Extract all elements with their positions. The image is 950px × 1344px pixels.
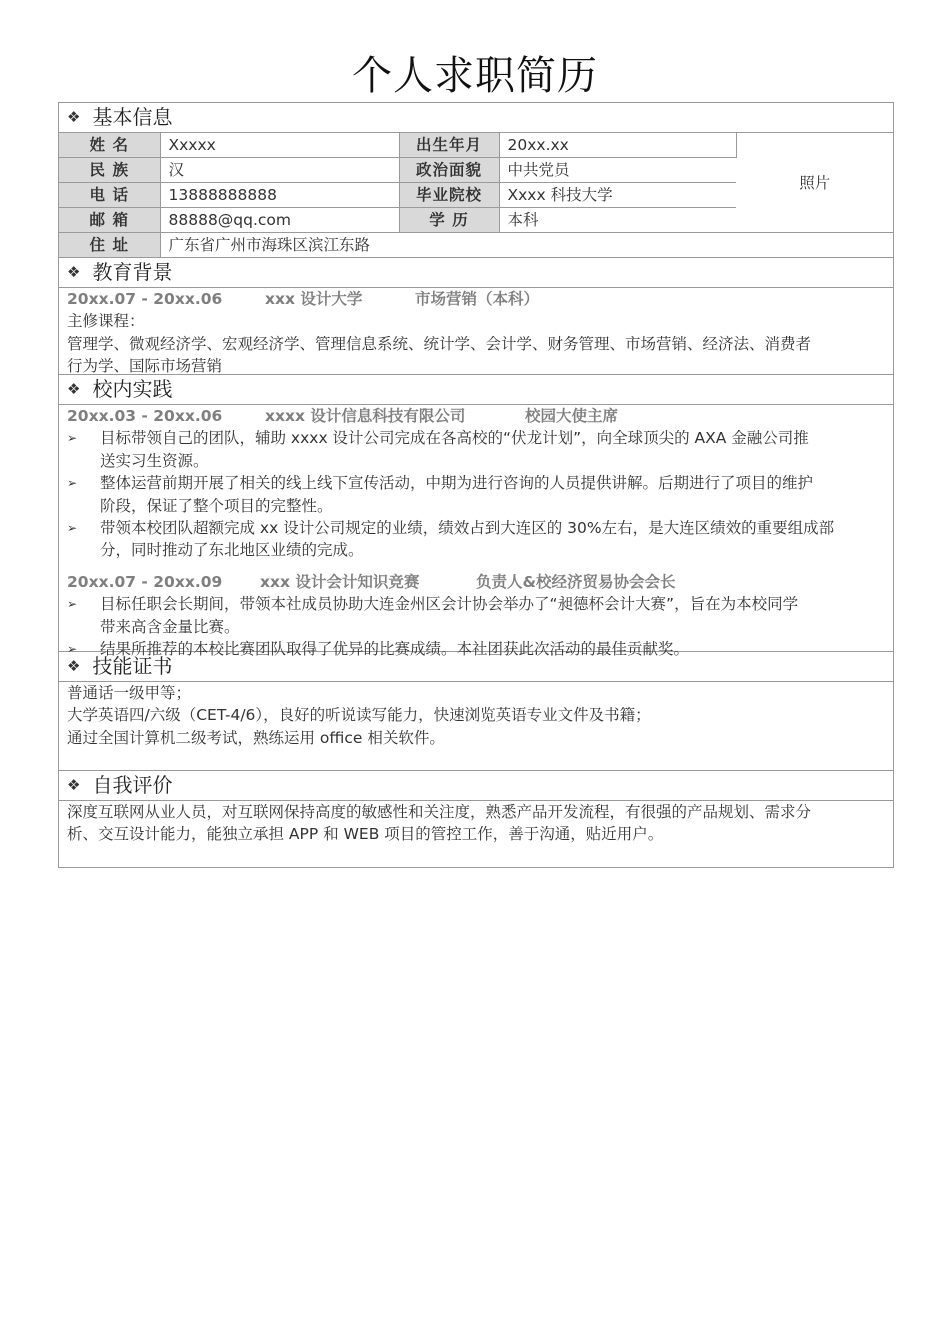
degree-value: 本科: [499, 208, 736, 233]
diamond-bullet-icon: ❖: [67, 380, 81, 398]
bullet-text: 目标带领自己的团队，辅助 xxxx 设计公司完成在各高校的“伏龙计划”，向全球顶尖的 AXA 金融公司推: [100, 429, 809, 448]
section-basic-title: 基本信息: [92, 105, 173, 129]
political-label: 政治面貌: [399, 158, 499, 183]
skill-line: 普通话一级甲等；: [67, 684, 192, 702]
diamond-bullet-icon: ❖: [67, 263, 81, 281]
phone-label: 电 话: [59, 183, 160, 208]
practice-role: 校园大使主席: [525, 407, 619, 425]
self-eval-body: [59, 801, 893, 868]
education-school: xxx 设计大学: [265, 290, 363, 308]
practice-bullet: [67, 638, 885, 660]
bullet-text: 目标任职会长期间，带领本社成员协助大连金州区会计协会举办了“昶德杯会计大赛”，旨在为本校同学: [100, 595, 799, 614]
skills-body: [59, 682, 893, 771]
self-eval-line: 析、交互设计能力，能独立承担 APP 和 WEB 项目的管控工作，善于沟通，贴近用户。: [67, 825, 664, 844]
practice-entry-header: [67, 405, 885, 427]
ethnic-label: 民 族: [59, 158, 160, 183]
education-major: 市场营销（本科）: [415, 290, 540, 308]
arrow-bullet-icon: ➢: [67, 521, 78, 536]
ethnic-value: 汉: [160, 158, 399, 183]
name-value: Xxxxx: [160, 133, 399, 158]
arrow-bullet-icon: ➢: [67, 476, 78, 491]
name-label: 姓 名: [59, 133, 160, 158]
practice-org: xxx 设计会计知识竞赛: [260, 572, 420, 591]
practice-period: 20xx.03 - 20xx.06: [67, 407, 223, 425]
school-value: Xxxx 科技大学: [499, 183, 736, 208]
political-value: 中共党员: [499, 158, 736, 183]
page-title: 个人求职简历: [352, 53, 598, 99]
section-practice-header: [59, 375, 893, 405]
practice-bullet: [67, 593, 885, 638]
section-basic-header: [59, 103, 893, 133]
section-self-title: 自我评价: [92, 773, 173, 797]
bullet-text: 阶段，保证了整个项目的完整性。: [100, 496, 333, 515]
bullet-text: 结果所推荐的本校比赛团队取得了优异的比赛成绩。本社团获此次活动的最佳贡献奖。: [100, 640, 690, 659]
section-practice-title: 校内实践: [92, 377, 173, 401]
birth-value: 20xx.xx: [499, 133, 736, 158]
education-entry-header: [67, 288, 885, 310]
bullet-text: 送实习生资源。: [100, 451, 209, 470]
practice-org: xxxx 设计信息科技有限公司: [265, 407, 466, 425]
diamond-bullet-icon: ❖: [67, 657, 81, 675]
bullet-text: 带领本校团队超额完成 xx 设计公司规定的业绩，绩效占到大连区的 30%左右，是大连区绩效的重要组成部: [100, 519, 835, 538]
skill-line: 大学英语四/六级（CET-4/6），良好的听说读写能力，快速浏览英语专业文件及书籍；: [67, 706, 651, 725]
school-label: 毕业院校: [399, 183, 499, 208]
bullet-text: 带来高含金量比赛。: [100, 617, 240, 636]
info-row-5: [59, 233, 893, 258]
email-label: 邮 箱: [59, 208, 160, 233]
practice-entry-header: [67, 571, 885, 593]
education-period: 20xx.07 - 20xx.06: [67, 290, 223, 308]
practice-bullet: [67, 427, 885, 472]
bullet-text: 分，同时推动了东北地区业绩的完成。: [100, 541, 364, 560]
courses-line: 管理学、微观经济学、宏观经济学、管理信息系统、统计学、会计学、财务管理、市场营销、经济法、消费者: [67, 334, 812, 353]
photo-placeholder: 照片: [736, 133, 893, 233]
section-education-header: [59, 258, 893, 288]
section-self-header: [59, 771, 893, 801]
skill-line: 通过全国计算机二级考试，熟练运用 office 相关软件。: [67, 728, 445, 747]
info-row-1: [59, 133, 893, 158]
courses-line: 行为学、国际市场营销: [67, 357, 223, 376]
education-body: [59, 288, 893, 375]
self-eval-line: 深度互联网从业人员，对互联网保持高度的敏感性和关注度，熟悉产品开发流程，有很强的产品规划、需求分: [67, 803, 812, 821]
practice-bullet: [67, 472, 885, 517]
arrow-bullet-icon: ➢: [67, 597, 78, 612]
practice-period: 20xx.07 - 20xx.09: [67, 572, 223, 591]
degree-label: 学 历: [399, 208, 499, 233]
diamond-bullet-icon: ❖: [67, 776, 81, 794]
address-label: 住 址: [59, 233, 160, 258]
birth-label: 出生年月: [399, 133, 499, 158]
practice-bullet: [67, 517, 885, 562]
diamond-bullet-icon: ❖: [67, 108, 81, 126]
email-value: 88888@qq.com: [160, 208, 399, 233]
phone-value: 13888888888: [160, 183, 399, 208]
section-education-title: 教育背景: [92, 260, 173, 284]
courses-label: 主修课程：: [67, 312, 145, 331]
address-value: 广东省广州市海珠区滨江东路: [160, 233, 893, 258]
basic-info-table: [59, 133, 893, 258]
resume: [58, 102, 894, 868]
practice-body: [59, 405, 893, 659]
arrow-bullet-icon: ➢: [67, 642, 78, 657]
bullet-text: 整体运营前期开展了相关的线上线下宣传活动，中期为进行咨询的人员提供讲解。后期进行了项目的维护: [100, 474, 814, 493]
practice-role: 负责人&校经济贸易协会会长: [476, 572, 676, 591]
section-skills-title: 技能证书: [92, 654, 173, 678]
arrow-bullet-icon: ➢: [67, 431, 78, 446]
